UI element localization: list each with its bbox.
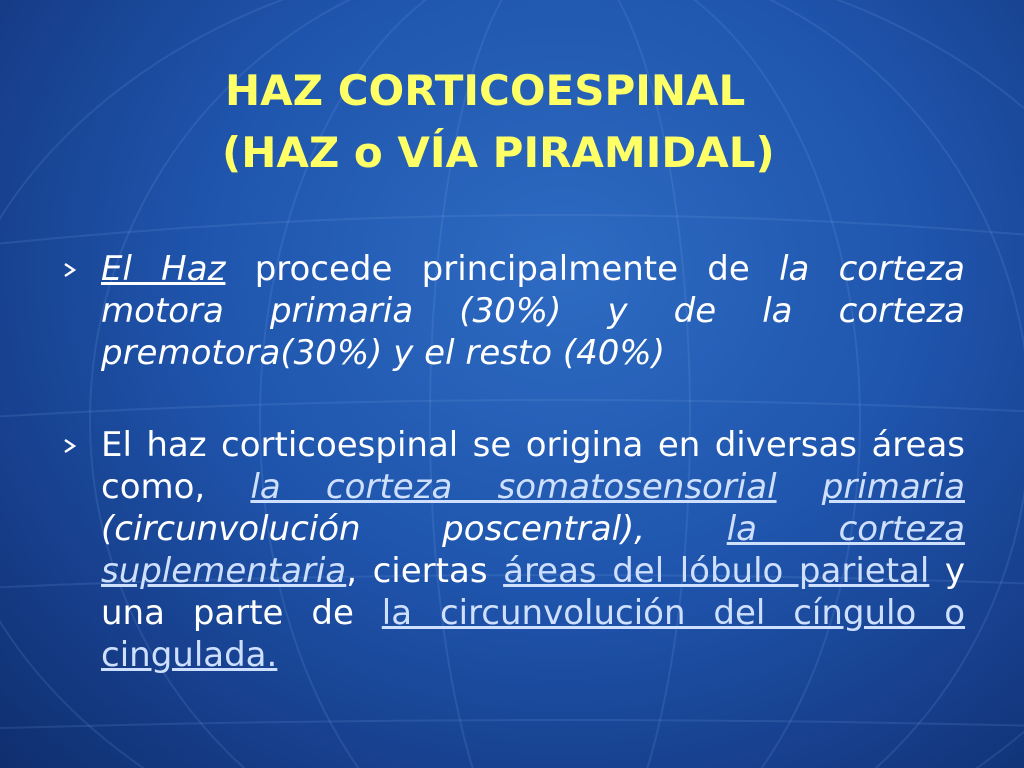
link-corteza-suplementaria[interactable]: la corteza suplementaria	[101, 509, 965, 591]
bullet2-text-b: (circunvolución poscentral),	[101, 509, 727, 549]
bullet2-text-e: .	[266, 635, 278, 675]
bullet-origin-percentages	[60, 248, 965, 374]
chevron-right-icon	[62, 438, 78, 454]
title-line-2: (HAZ o VÍA PIRAMIDAL)	[222, 128, 775, 177]
bullet1-text-b: motora primaria (30%) y de la corteza premotora(30%) y el resto (40%)	[101, 291, 965, 373]
chevron-right-icon	[62, 262, 78, 278]
bullet2-text-a: El haz corticoespinal se origina en diversas áreas como,	[101, 425, 965, 507]
link-primaria[interactable]: primaria	[821, 467, 965, 507]
term-la-corteza: la corteza	[779, 249, 965, 289]
bullet-list	[60, 248, 965, 676]
bullet2-text-c: , ciertas	[346, 551, 504, 591]
link-areas-lobulo-parietal[interactable]: áreas del lóbulo parietal	[503, 551, 930, 591]
bullet1-text-a: procede principalmente de	[225, 249, 780, 289]
bullet-origin-areas	[60, 424, 965, 676]
link-corteza-somatosensorial[interactable]: la corteza somatosensorial	[250, 467, 777, 507]
title-line-1: HAZ CORTICOESPINAL	[225, 66, 746, 115]
link-circunvolucion-cingulo[interactable]: la circunvolución del cíngulo o cingulada	[101, 593, 966, 675]
bullet2-text-d: y una parte de	[101, 551, 966, 633]
term-el-haz: El Haz	[101, 249, 226, 289]
